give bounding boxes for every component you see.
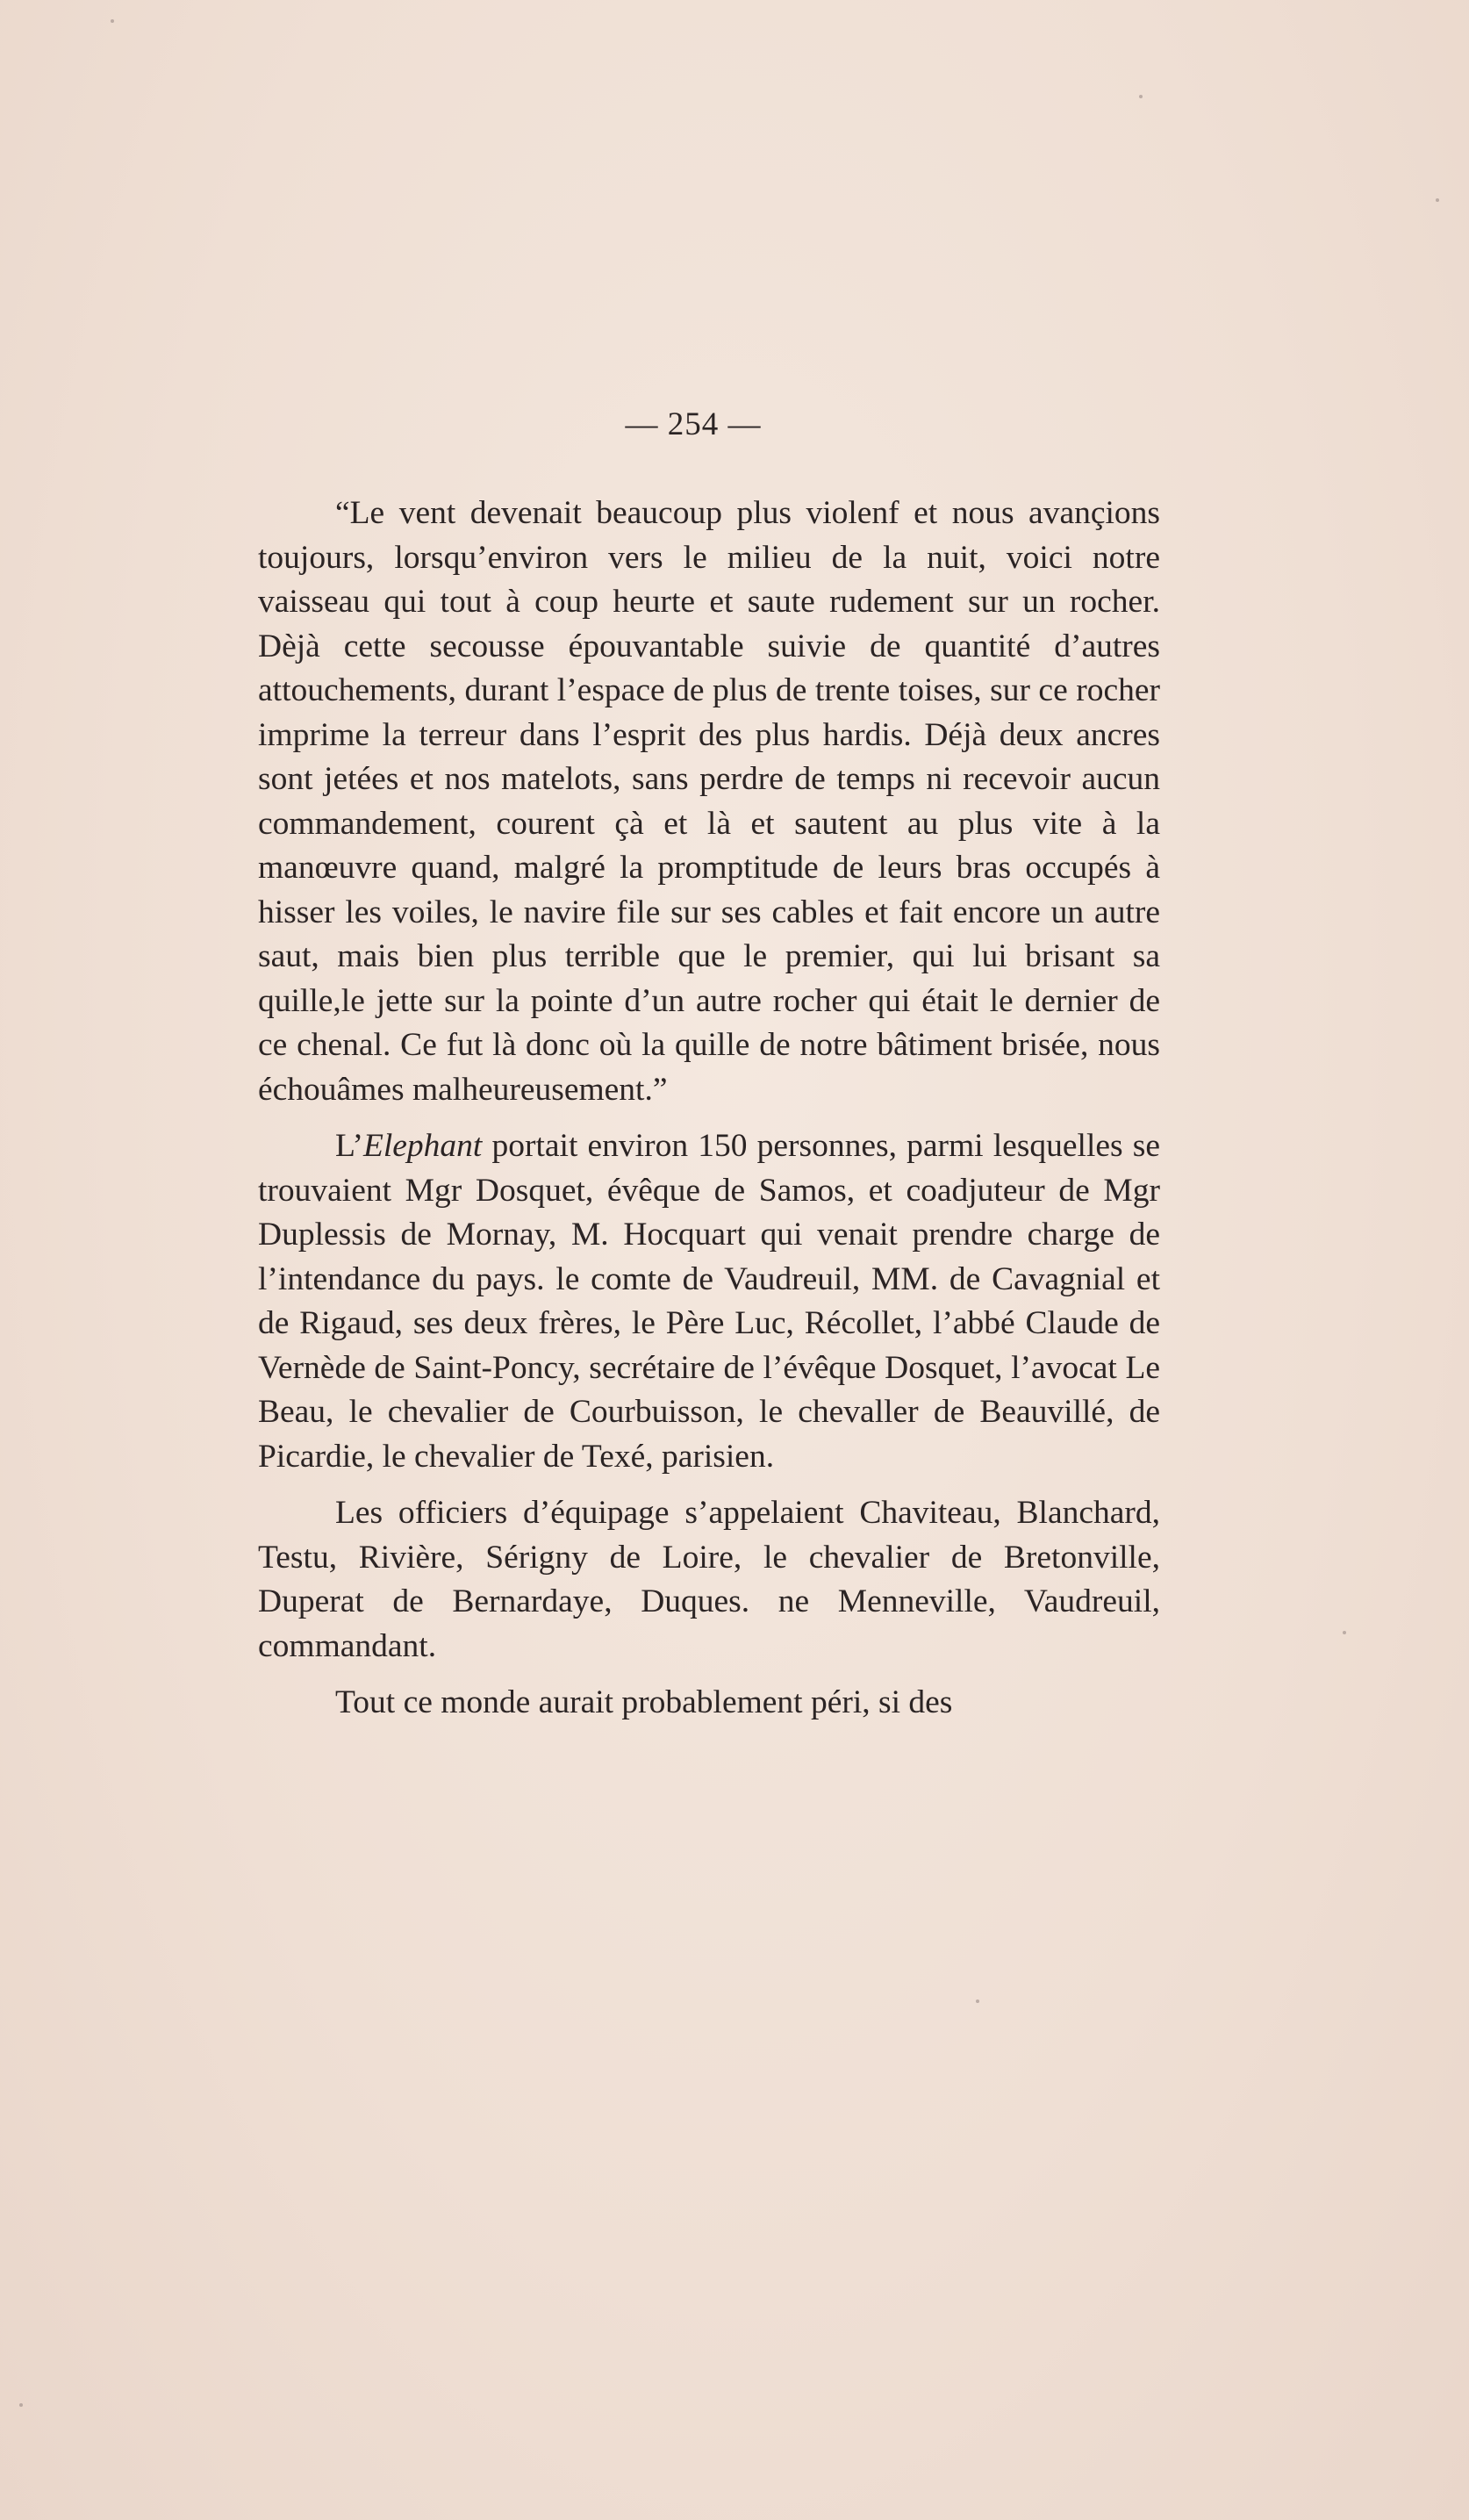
paragraph-text: L’	[335, 1128, 363, 1164]
paper-speck	[976, 1999, 979, 2003]
paragraph-text: Les officiers d’équipage s’appelaient Chaviteau, Blanchard, Testu, Rivière, Sérigny de Loire, le chevalier de Bretonville, Duperat de Bernardaye, Duques. ne Menneville, Vaudreuil, commandant.	[258, 1495, 1160, 1664]
paragraph-quote	[258, 492, 1160, 1112]
paragraph-closing	[258, 1681, 1160, 1726]
paragraph-passengers	[258, 1124, 1160, 1479]
paper-speck	[1139, 95, 1143, 98]
paragraph-text: Tout ce monde aurait probablement péri, si des	[335, 1684, 953, 1720]
paragraph-officers	[258, 1491, 1160, 1669]
paper-speck	[1343, 1631, 1346, 1634]
paragraph-text: portait environ 150 personnes, parmi lesquelles se trouvaient Mgr Dosquet, évêque de Samos, et coadjuteur de Mgr Duplessis de Mornay, M. Hocquart qui venait prendre charge de l’intendance du pays. le comte de Vaudreuil, MM. de Cavagnial et de Rigaud, ses deux frères, le Père Luc, Récollet, l’abbé Claude de Vernède de Saint-Poncy, secrétaire de l’évêque Dosquet, l’avocat Le Beau, le chevalier de Courbuisson, le chevaller de Beauvillé, de Picardie, le chevalier de Texé, parisien.	[258, 1128, 1160, 1475]
paragraph-text: “Le vent devenait beaucoup plus violenf et nous avançions toujours, lorsqu’environ vers le milieu de la nuit, voici notre vaisseau qui tout à coup heurte et saute rudement sur un rocher. Dèjà cette secousse épouvantable suivie de quantité d’autres attouchements, durant l’espace de plus de trente toises, sur ce rocher imprime la terreur dans l’esprit des plus hardis. Déjà deux ancres sont jetées et nos matelots, sans perdre de temps ni recevoir aucun commandement, courent çà et là et sautent au plus vite à la manœuvre quand, malgré la promptitude de leurs bras occupés à hisser les voiles, le navire file sur ses cables et fait encore un autre saut, mais bien plus terrible que le premier, qui lui brisant sa quille,le jette sur la pointe d’un autre rocher qui était le dernier de ce chenal. Ce fut là donc où la quille de notre bâtiment brisée, nous échouâmes malheureusement.”	[258, 495, 1160, 1108]
body-text	[258, 492, 1160, 1726]
paper-speck	[111, 19, 114, 23]
paper-speck	[19, 2403, 23, 2407]
ship-name: Elephant	[362, 1128, 483, 1164]
page-number: — 254 —	[625, 406, 762, 442]
paper-speck	[1436, 198, 1439, 202]
